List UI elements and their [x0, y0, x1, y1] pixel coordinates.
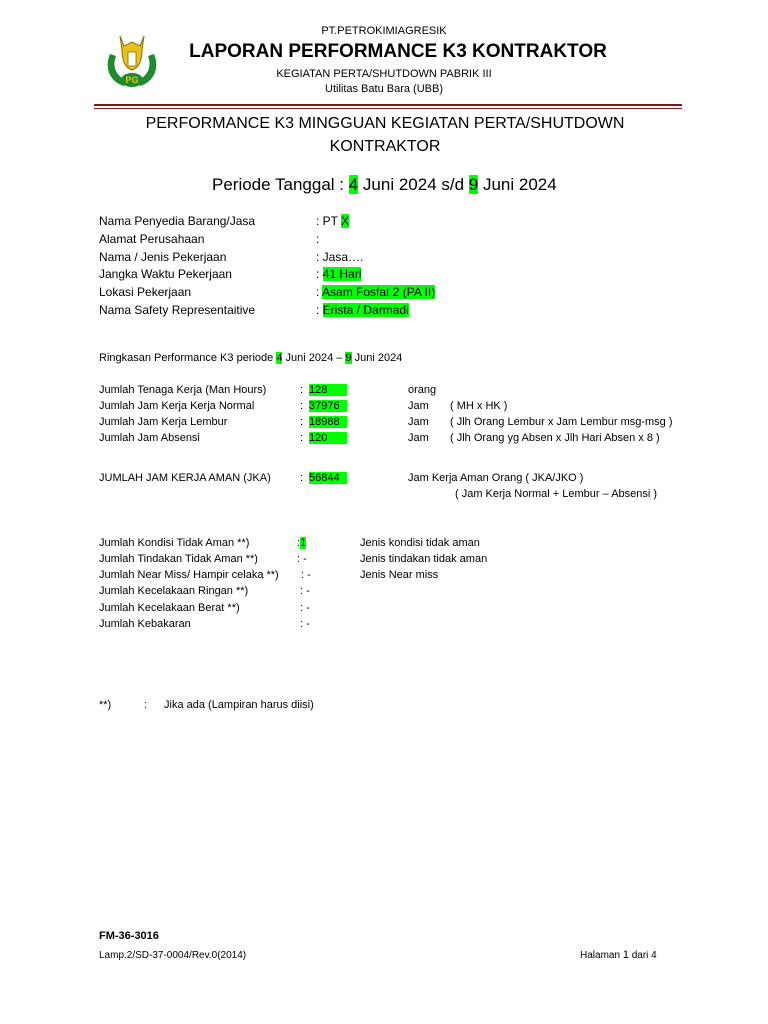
jka-colon: : [300, 472, 304, 484]
info-value: : PT X [316, 214, 350, 228]
hours-colon: : [300, 432, 304, 444]
incident-value: : - [301, 569, 311, 581]
incident-desc: Jenis Near miss [360, 569, 439, 581]
incident-value: :1 [297, 537, 307, 549]
header-divider-thin [94, 108, 682, 109]
period-start-day: 4 [348, 175, 359, 194]
hours-note: ( MH x HK ) [450, 400, 508, 412]
info-label: Nama Penyedia Barang/Jasa [99, 214, 256, 228]
hours-unit: Jam [408, 432, 429, 444]
footnote-mark: **) [99, 699, 112, 711]
jka-label: JUMLAH JAM KERJA AMAN (JKA) [99, 472, 271, 484]
hours-label: Jumlah Tenaga Kerja (Man Hours) [99, 384, 267, 396]
hours-label: Jumlah Jam Absensi [99, 432, 200, 444]
hours-label: Jumlah Jam Kerja Kerja Normal [99, 400, 255, 412]
hours-value: 18988 [309, 416, 347, 428]
page-number: Halaman 1 dari 4 [580, 949, 657, 961]
jka-desc: Jam Kerja Aman Orang ( JKA/JKO ) [408, 472, 584, 484]
info-label: Alamat Perusahaan [99, 232, 205, 246]
incident-value: : - [297, 553, 307, 565]
info-value: : Erista / Darmadi [316, 303, 409, 317]
hours-colon: : [300, 416, 304, 428]
info-label: Nama / Jenis Pekerjaan [99, 250, 227, 264]
svg-text:PG: PG [125, 75, 139, 85]
info-value: : 41 Hari [316, 267, 362, 281]
hours-unit: Jam [408, 400, 429, 412]
hours-value: 120 [309, 432, 347, 444]
form-code: FM-36-3016 [99, 930, 159, 942]
info-label: Nama Safety Representaitive [99, 303, 256, 317]
incident-value: : - [300, 602, 310, 614]
footnote-colon: : [144, 699, 148, 711]
hours-colon: : [300, 400, 304, 412]
period-end-day: 9 [468, 175, 479, 194]
info-value: : Asam Fosfat 2 (PA II) [316, 285, 436, 299]
summary-heading: Ringkasan Performance K3 periode 4 Juni 2024 – 9 Juni 2024 [99, 352, 403, 364]
hours-note: ( Jlh Orang yg Absen x Jlh Hari Absen x 8 ) [450, 432, 660, 444]
info-label: Jangka Waktu Pekerjaan [99, 267, 232, 281]
report-title: LAPORAN PERFORMANCE K3 KONTRAKTOR [189, 41, 607, 62]
unit-name: Utilitas Batu Bara (UBB) [325, 83, 443, 95]
hours-unit: Jam [408, 416, 429, 428]
footnote-text: Jika ada (Lampiran harus diisi) [164, 699, 314, 711]
incident-label: Jumlah Kecelakaan Ringan **) [99, 585, 249, 597]
hours-colon: : [300, 384, 304, 396]
incident-value: : - [300, 618, 310, 630]
subtitle-line1: PERFORMANCE K3 MINGGUAN KEGIATAN PERTA/SHUTDOWN [145, 115, 625, 132]
incident-label: Jumlah Kecelakaan Berat **) [99, 602, 240, 614]
info-value: : [316, 232, 320, 246]
hours-value: 37976 [309, 400, 347, 412]
incident-value: : - [300, 585, 310, 597]
incident-desc: Jenis kondisi tidak aman [360, 537, 480, 549]
info-value: : Jasa…. [316, 250, 364, 264]
company-name: PT.PETROKIMIAGRESIK [321, 25, 447, 37]
header-divider [94, 104, 682, 106]
activity-name: KEGIATAN PERTA/SHUTDOWN PABRIK III [276, 68, 492, 80]
hours-note: ( Jlh Orang Lembur x Jam Lembur msg-msg ) [450, 416, 673, 428]
hours-value: 128 [309, 384, 347, 396]
hours-label: Jumlah Jam Kerja Lembur [99, 416, 228, 428]
incident-label: Jumlah Near Miss/ Hampir celaka **) [99, 569, 279, 581]
document-reference: Lamp.2/SD-37-0004/Rev.0(2014) [99, 950, 247, 961]
hours-unit: orang [408, 384, 437, 396]
incident-desc: Jenis tindakan tidak aman [360, 553, 488, 565]
jka-formula: ( Jam Kerja Normal + Lembur – Absensi ) [455, 488, 658, 500]
incident-label: Jumlah Tindakan Tidak Aman **) [99, 553, 258, 565]
jka-value: 56844 [309, 472, 347, 484]
subtitle-line2: KONTRAKTOR [329, 138, 441, 155]
period-line: Periode Tanggal : 4 Juni 2024 s/d 9 Juni 2024 [212, 175, 557, 194]
incident-label: Jumlah Kondisi Tidak Aman **) [99, 537, 250, 549]
incident-label: Jumlah Kebakaran [99, 618, 191, 630]
info-label: Lokasi Pekerjaan [99, 285, 192, 299]
